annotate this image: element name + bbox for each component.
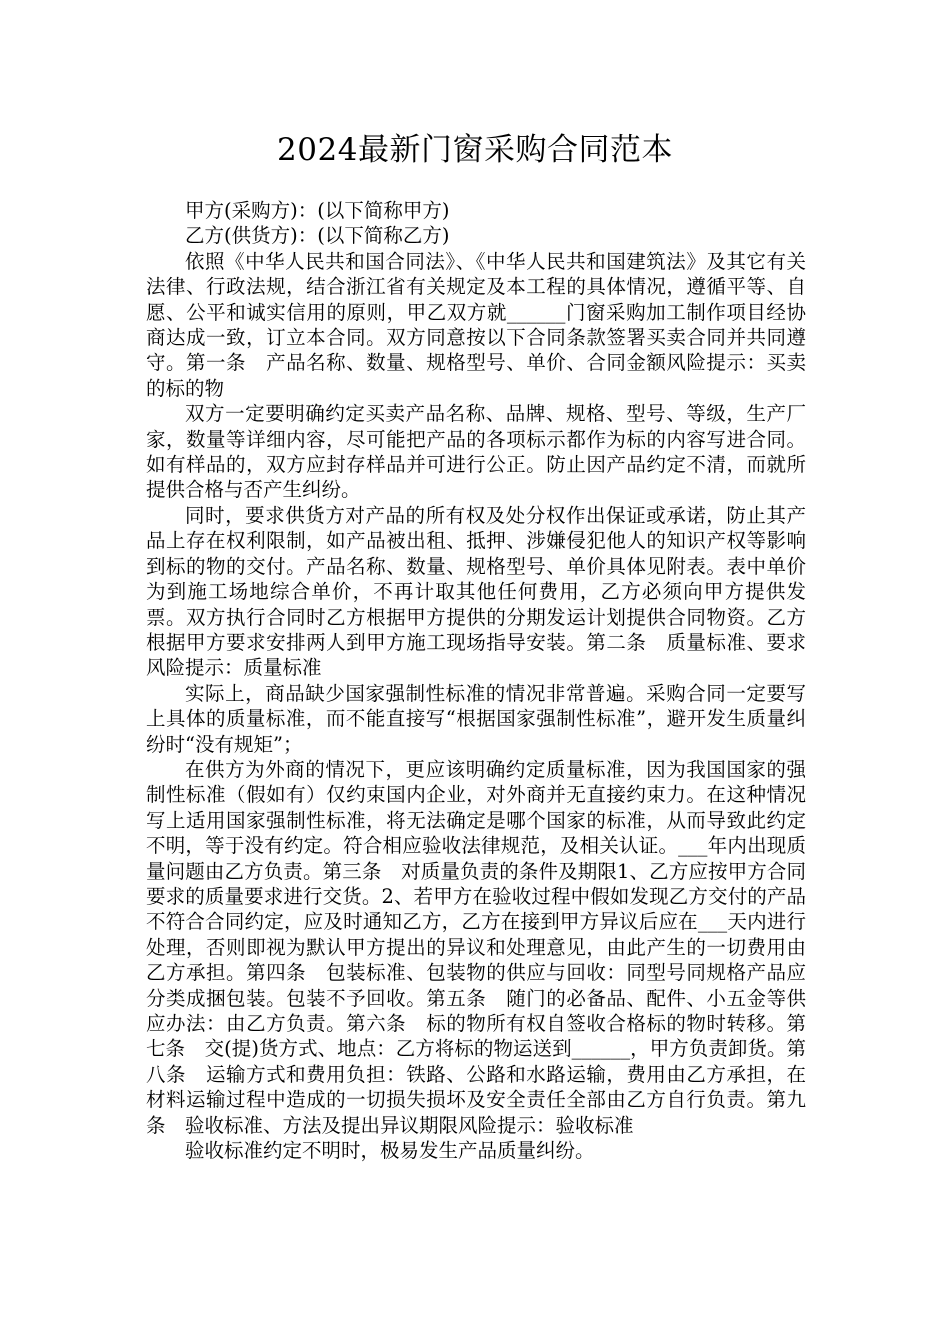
preamble-paragraph: 依照《中华人民共和国合同法》、《中华人民共和国建筑法》及其它有关法律、行政法规，结合浙江省有关规定及本工程的具体情况，遵循平等、自愿、公平和诚实信用的原则，甲乙双方就______门窗采购加工制作项目经协商达成一致，订立本合同。双方同意按以下合同条款签署买卖合同并共同遵守。第一条 产品名称、数量、规格型号、单价、合同金额风险提示：买卖的标的物 — [146, 249, 806, 400]
quality-standard-paragraph: 实际上，商品缺少国家强制性标准的情况非常普遍。采购合同一定要写上具体的质量标准，而不能直接写“根据国家强制性标准”，避开发生质量纠纷时“没有规矩”； — [146, 681, 806, 756]
subject-matter-paragraph: 双方一定要明确约定买卖产品名称、品牌、规格、型号、等级，生产厂家，数量等详细内容，尽可能把产品的各项标示都作为标的内容写进合同。如有样品的，双方应封存样品并可进行公正。防止因产品约定不清，而就所提供合格与否产生纠纷。 — [146, 402, 806, 502]
acceptance-paragraph: 验收标准约定不明时，极易发生产品质量纠纷。 — [185, 1139, 595, 1163]
document-title: 2024最新门窗采购合同范本 — [277, 132, 673, 168]
party-a-line: 甲方(采购方)：(以下简称甲方) — [185, 199, 450, 222]
document-body — [146, 198, 806, 1163]
party-b-line: 乙方(供货方)：(以下简称乙方) — [185, 224, 450, 248]
ownership-paragraph: 同时，要求供货方对产品的所有权及处分权作出保证或承诺，防止其产品上存在权利限制，如产品被出租、抵押、涉嫌侵犯他人的知识产权等影响到标的物的交付。产品名称、数量、规格型号、单价具体见附表。表中单价为到施工场地综合单价，不再计取其他任何费用，乙方必须向甲方提供发票。双方执行合同时乙方根据甲方提供的分期发运计划提供合同物资。乙方根据甲方要求安排两人到甲方施工现场指导安装。第二条 质量标准、要求风险提示：质量标准 — [146, 503, 806, 680]
foreign-supplier-paragraph: 在供方为外商的情况下，更应该明确约定质量标准，因为我国国家的强制性标准（假如有）仅约束国内企业，对外商并无直接约束力。在这种情况写上适用国家强制性标准，将无法确定是哪个国家的标准，从而导致此约定不明，等于没有约定。符合相应验收法律规范，及相关认证。___年内出现质量问题由乙方负责。第三条 对质量负责的条件及期限1、乙方应按甲方合同要求的质量要求进行交货。2、若甲方在验收过程中假如发现乙方交付的产品不符合合同约定，应及时通知乙方，乙方在接到甲方异议后应在___天内进行处理，否则即视为默认甲方提出的异议和处理意见，由此产生的一切费用由乙方承担。第四条 包装标准、包装物的供应与回收：同型号同规格产品应分类成捆包装。包装不予回收。第五条 随门的必备品、配件、小五金等供应办法：由乙方负责。第六条 标的物所有权自签收合格标的物时转移。第七条 交(提)货方式、地点：乙方将标的物运送到______，甲方负责卸货。第八条 运输方式和费用负担：铁路、公路和水路运输，费用由乙方承担，在材料运输过程中造成的一切损失损坏及安全责任全部由乙方自行负责。第九条 验收标准、方法及提出异议期限风险提示：验收标准 — [146, 757, 806, 1137]
